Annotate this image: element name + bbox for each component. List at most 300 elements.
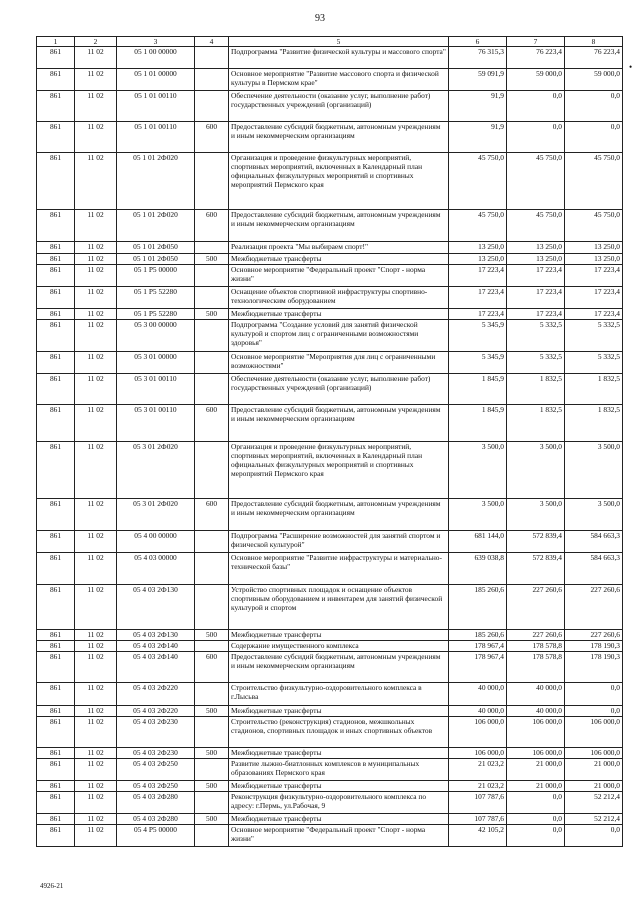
- amount-year2-cell: 178 578,8: [507, 652, 565, 683]
- section-code-cell: 11 02: [75, 585, 117, 630]
- section-code-cell: 11 02: [75, 706, 117, 717]
- amount-year2-cell: 59 000,0: [507, 69, 565, 91]
- section-code-cell: 11 02: [75, 47, 117, 69]
- amount-year1-cell: 40 000,0: [449, 683, 507, 706]
- expense-type-cell: 600: [195, 210, 229, 242]
- table-row: [37, 153, 623, 210]
- table-row: [37, 706, 623, 717]
- target-article-cell: 05 1 00 00000: [117, 47, 195, 69]
- ministry-code-cell: 861: [37, 717, 75, 748]
- amount-year3-cell: 21 000,0: [565, 759, 623, 781]
- amount-year1-cell: 17 223,4: [449, 287, 507, 309]
- amount-year1-cell: 21 023,2: [449, 759, 507, 781]
- amount-year2-cell: 0,0: [507, 91, 565, 122]
- ministry-code-cell: 861: [37, 683, 75, 706]
- table-row: [37, 287, 623, 309]
- target-article-cell: 05 3 00 00000: [117, 320, 195, 352]
- amount-year3-cell: 0,0: [565, 91, 623, 122]
- table-row: [37, 320, 623, 352]
- expense-type-cell: [195, 153, 229, 210]
- column-header-4: 4: [195, 37, 229, 47]
- table-row: [37, 683, 623, 706]
- amount-year1-cell: 681 144,0: [449, 531, 507, 553]
- target-article-cell: 05 1 01 00110: [117, 91, 195, 122]
- ministry-code-cell: 861: [37, 265, 75, 287]
- target-article-cell: 05 1 P5 52280: [117, 309, 195, 320]
- amount-year3-cell: 3 500,0: [565, 499, 623, 531]
- ministry-code-cell: 861: [37, 814, 75, 825]
- description-cell: Основное мероприятие "Развитие инфраструктуры и материально-технической базы": [229, 553, 449, 585]
- amount-year3-cell: 106 000,0: [565, 717, 623, 748]
- amount-year3-cell: 0,0: [565, 706, 623, 717]
- target-article-cell: 05 4 03 2Ф130: [117, 630, 195, 641]
- description-cell: Предоставление субсидий бюджетным, автономным учреждениям и иным некоммерческим организациям: [229, 652, 449, 683]
- amount-year2-cell: 5 332,5: [507, 352, 565, 374]
- ministry-code-cell: 861: [37, 91, 75, 122]
- amount-year2-cell: 13 250,0: [507, 254, 565, 265]
- amount-year3-cell: 13 250,0: [565, 254, 623, 265]
- expense-type-cell: 600: [195, 499, 229, 531]
- target-article-cell: 05 3 01 00110: [117, 374, 195, 405]
- amount-year2-cell: 17 223,4: [507, 309, 565, 320]
- expense-type-cell: [195, 792, 229, 814]
- amount-year1-cell: 107 787,6: [449, 792, 507, 814]
- ministry-code-cell: 861: [37, 748, 75, 759]
- table-row: [37, 825, 623, 847]
- expense-type-cell: [195, 352, 229, 374]
- amount-year1-cell: 1 845,9: [449, 374, 507, 405]
- amount-year2-cell: 45 750,0: [507, 153, 565, 210]
- section-code-cell: 11 02: [75, 652, 117, 683]
- ministry-code-cell: 861: [37, 499, 75, 531]
- section-code-cell: 11 02: [75, 309, 117, 320]
- ministry-code-cell: 861: [37, 320, 75, 352]
- description-cell: Межбюджетные трансферты: [229, 630, 449, 641]
- section-code-cell: 11 02: [75, 748, 117, 759]
- description-cell: Развитие лыжно-биатлонных комплексов в муниципальных образованиях Пермского края: [229, 759, 449, 781]
- amount-year2-cell: 40 000,0: [507, 706, 565, 717]
- section-code-cell: 11 02: [75, 242, 117, 254]
- expense-type-cell: [195, 442, 229, 499]
- section-code-cell: 11 02: [75, 499, 117, 531]
- expense-type-cell: [195, 69, 229, 91]
- ministry-code-cell: 861: [37, 531, 75, 553]
- table-row: [37, 630, 623, 641]
- target-article-cell: 05 4 03 2Ф280: [117, 792, 195, 814]
- amount-year2-cell: 0,0: [507, 825, 565, 847]
- amount-year1-cell: 17 223,4: [449, 309, 507, 320]
- ministry-code-cell: 861: [37, 254, 75, 265]
- target-article-cell: 05 1 01 00110: [117, 122, 195, 153]
- ministry-code-cell: 861: [37, 309, 75, 320]
- expense-type-cell: [195, 242, 229, 254]
- ministry-code-cell: 861: [37, 630, 75, 641]
- table-row: [37, 210, 623, 242]
- table-row: [37, 531, 623, 553]
- ministry-code-cell: 861: [37, 374, 75, 405]
- column-header-5: 5: [229, 37, 449, 47]
- description-cell: Основное мероприятие "Федеральный проект "Спорт - норма жизни": [229, 265, 449, 287]
- amount-year3-cell: 178 190,3: [565, 641, 623, 652]
- table-row: [37, 352, 623, 374]
- section-code-cell: 11 02: [75, 320, 117, 352]
- amount-year2-cell: 178 578,8: [507, 641, 565, 652]
- ministry-code-cell: 861: [37, 553, 75, 585]
- amount-year3-cell: 17 223,4: [565, 265, 623, 287]
- section-code-cell: 11 02: [75, 531, 117, 553]
- section-code-cell: 11 02: [75, 717, 117, 748]
- description-cell: Содержание имущественного комплекса: [229, 641, 449, 652]
- amount-year3-cell: 45 750,0: [565, 210, 623, 242]
- amount-year3-cell: 0,0: [565, 825, 623, 847]
- description-cell: Обеспечение деятельности (оказание услуг, выполнение работ) государственных учреждений (организаций): [229, 91, 449, 122]
- description-cell: Межбюджетные трансферты: [229, 814, 449, 825]
- amount-year3-cell: 59 000,0: [565, 69, 623, 91]
- amount-year2-cell: 106 000,0: [507, 717, 565, 748]
- amount-year3-cell: 21 000,0: [565, 781, 623, 792]
- table-row: [37, 553, 623, 585]
- amount-year1-cell: 185 260,6: [449, 630, 507, 641]
- target-article-cell: 05 4 03 2Ф220: [117, 683, 195, 706]
- ministry-code-cell: 861: [37, 287, 75, 309]
- ministry-code-cell: 861: [37, 759, 75, 781]
- column-header-1: 1: [37, 37, 75, 47]
- target-article-cell: 05 1 P5 52280: [117, 287, 195, 309]
- amount-year1-cell: 107 787,6: [449, 814, 507, 825]
- amount-year2-cell: 0,0: [507, 122, 565, 153]
- amount-year2-cell: 0,0: [507, 814, 565, 825]
- amount-year1-cell: 5 345,9: [449, 320, 507, 352]
- description-cell: Межбюджетные трансферты: [229, 309, 449, 320]
- ministry-code-cell: 861: [37, 781, 75, 792]
- expense-type-cell: 500: [195, 706, 229, 717]
- ministry-code-cell: 861: [37, 47, 75, 69]
- target-article-cell: 05 4 03 2Ф250: [117, 781, 195, 792]
- amount-year1-cell: 13 250,0: [449, 242, 507, 254]
- amount-year1-cell: 185 260,6: [449, 585, 507, 630]
- table-row: [37, 254, 623, 265]
- description-cell: Предоставление субсидий бюджетным, автономным учреждениям и иным некоммерческим организациям: [229, 210, 449, 242]
- table-row: [37, 814, 623, 825]
- expense-type-cell: 600: [195, 652, 229, 683]
- budget-table: [36, 36, 623, 847]
- document-code: 4926-21: [40, 882, 64, 890]
- target-article-cell: 05 3 01 2Ф020: [117, 442, 195, 499]
- target-article-cell: 05 4 P5 00000: [117, 825, 195, 847]
- expense-type-cell: 500: [195, 630, 229, 641]
- expense-type-cell: [195, 531, 229, 553]
- description-cell: Предоставление субсидий бюджетным, автономным учреждениям и иным некоммерческим организациям: [229, 499, 449, 531]
- table-body: [37, 47, 623, 847]
- expense-type-cell: [195, 641, 229, 652]
- section-code-cell: 11 02: [75, 153, 117, 210]
- target-article-cell: 05 1 01 2Ф020: [117, 210, 195, 242]
- target-article-cell: 05 1 01 00000: [117, 69, 195, 91]
- ministry-code-cell: 861: [37, 405, 75, 442]
- amount-year1-cell: 13 250,0: [449, 254, 507, 265]
- expense-type-cell: [195, 374, 229, 405]
- description-cell: Межбюджетные трансферты: [229, 254, 449, 265]
- amount-year1-cell: 45 750,0: [449, 153, 507, 210]
- table-row: [37, 748, 623, 759]
- table-row: [37, 499, 623, 531]
- amount-year2-cell: 13 250,0: [507, 242, 565, 254]
- amount-year3-cell: 1 832,5: [565, 374, 623, 405]
- amount-year2-cell: 227 260,6: [507, 585, 565, 630]
- amount-year1-cell: 21 023,2: [449, 781, 507, 792]
- target-article-cell: 05 3 01 00110: [117, 405, 195, 442]
- section-code-cell: 11 02: [75, 442, 117, 499]
- section-code-cell: 11 02: [75, 122, 117, 153]
- description-cell: Оснащение объектов спортивной инфраструктуры спортивно-технологическим оборудованием: [229, 287, 449, 309]
- table-row: [37, 781, 623, 792]
- section-code-cell: 11 02: [75, 91, 117, 122]
- section-code-cell: 11 02: [75, 254, 117, 265]
- amount-year1-cell: 40 000,0: [449, 706, 507, 717]
- expense-type-cell: [195, 320, 229, 352]
- section-code-cell: 11 02: [75, 759, 117, 781]
- expense-type-cell: 600: [195, 405, 229, 442]
- target-article-cell: 05 1 01 2Ф050: [117, 254, 195, 265]
- amount-year1-cell: 5 345,9: [449, 352, 507, 374]
- section-code-cell: 11 02: [75, 210, 117, 242]
- target-article-cell: 05 4 03 2Ф140: [117, 652, 195, 683]
- amount-year3-cell: 0,0: [565, 122, 623, 153]
- amount-year3-cell: 13 250,0: [565, 242, 623, 254]
- table-row: [37, 122, 623, 153]
- section-code-cell: 11 02: [75, 287, 117, 309]
- table-row: [37, 585, 623, 630]
- column-header-6: 6: [449, 37, 507, 47]
- table-row: [37, 442, 623, 499]
- section-code-cell: 11 02: [75, 641, 117, 652]
- expense-type-cell: 500: [195, 814, 229, 825]
- expense-type-cell: 500: [195, 254, 229, 265]
- page-number: 93: [315, 13, 325, 24]
- amount-year2-cell: 572 839,4: [507, 531, 565, 553]
- table-row: [37, 717, 623, 748]
- expense-type-cell: 600: [195, 122, 229, 153]
- expense-type-cell: [195, 759, 229, 781]
- expense-type-cell: [195, 683, 229, 706]
- ministry-code-cell: 861: [37, 792, 75, 814]
- description-cell: Подпрограмма "Развитие физической культуры и массового спорта": [229, 47, 449, 69]
- amount-year2-cell: 5 332,5: [507, 320, 565, 352]
- amount-year1-cell: 42 105,2: [449, 825, 507, 847]
- ministry-code-cell: 861: [37, 352, 75, 374]
- amount-year3-cell: 5 332,5: [565, 320, 623, 352]
- amount-year1-cell: 178 967,4: [449, 652, 507, 683]
- description-cell: Подпрограмма "Создание условий для занятий физической культурой и спортом лиц с ограниченными возможностями здоровья": [229, 320, 449, 352]
- amount-year1-cell: 639 038,8: [449, 553, 507, 585]
- amount-year2-cell: 1 832,5: [507, 405, 565, 442]
- amount-year2-cell: 3 500,0: [507, 499, 565, 531]
- target-article-cell: 05 3 01 2Ф020: [117, 499, 195, 531]
- ministry-code-cell: 861: [37, 652, 75, 683]
- expense-type-cell: [195, 585, 229, 630]
- section-code-cell: 11 02: [75, 792, 117, 814]
- ministry-code-cell: 861: [37, 442, 75, 499]
- amount-year1-cell: 91,9: [449, 91, 507, 122]
- expense-type-cell: [195, 265, 229, 287]
- amount-year2-cell: 17 223,4: [507, 265, 565, 287]
- description-cell: Обеспечение деятельности (оказание услуг, выполнение работ) государственных учреждений (организаций): [229, 374, 449, 405]
- expense-type-cell: [195, 287, 229, 309]
- expense-type-cell: [195, 47, 229, 69]
- amount-year2-cell: 572 839,4: [507, 553, 565, 585]
- section-code-cell: 11 02: [75, 405, 117, 442]
- table-row: [37, 265, 623, 287]
- description-cell: Организация и проведение физкультурных мероприятий, спортивных мероприятий, включенных в Календарный план официальных физкультурных мероприятий и спортивных мероприятий Пермского края: [229, 442, 449, 499]
- description-cell: Межбюджетные трансферты: [229, 706, 449, 717]
- description-cell: Предоставление субсидий бюджетным, автономным учреждениям и иным некоммерческим организациям: [229, 122, 449, 153]
- amount-year1-cell: 3 500,0: [449, 442, 507, 499]
- table-row: [37, 47, 623, 69]
- table-row: [37, 792, 623, 814]
- amount-year2-cell: 17 223,4: [507, 287, 565, 309]
- table-row: [37, 641, 623, 652]
- target-article-cell: 05 4 00 00000: [117, 531, 195, 553]
- amount-year1-cell: 91,9: [449, 122, 507, 153]
- table-row: [37, 652, 623, 683]
- description-cell: Основное мероприятие "Мероприятия для лиц с ограниченными возможностями": [229, 352, 449, 374]
- amount-year3-cell: 227 260,6: [565, 630, 623, 641]
- amount-year2-cell: 21 000,0: [507, 781, 565, 792]
- target-article-cell: 05 1 P5 00000: [117, 265, 195, 287]
- amount-year3-cell: 584 663,3: [565, 531, 623, 553]
- section-code-cell: 11 02: [75, 69, 117, 91]
- section-code-cell: 11 02: [75, 352, 117, 374]
- amount-year2-cell: 76 223,4: [507, 47, 565, 69]
- amount-year2-cell: 40 000,0: [507, 683, 565, 706]
- table-row: [37, 405, 623, 442]
- section-code-cell: 11 02: [75, 374, 117, 405]
- column-header-8: 8: [565, 37, 623, 47]
- target-article-cell: 05 3 01 00000: [117, 352, 195, 374]
- amount-year3-cell: 17 223,4: [565, 287, 623, 309]
- target-article-cell: 05 4 03 2Ф140: [117, 641, 195, 652]
- ministry-code-cell: 861: [37, 242, 75, 254]
- amount-year3-cell: 0,0: [565, 683, 623, 706]
- column-header-3: 3: [117, 37, 195, 47]
- column-header-7: 7: [507, 37, 565, 47]
- amount-year3-cell: 45 750,0: [565, 153, 623, 210]
- table-row: [37, 242, 623, 254]
- amount-year3-cell: 178 190,3: [565, 652, 623, 683]
- target-article-cell: 05 1 01 2Ф020: [117, 153, 195, 210]
- amount-year3-cell: 17 223,4: [565, 309, 623, 320]
- amount-year3-cell: 5 332,5: [565, 352, 623, 374]
- ministry-code-cell: 861: [37, 825, 75, 847]
- expense-type-cell: [195, 717, 229, 748]
- table-row: [37, 309, 623, 320]
- amount-year1-cell: 106 000,0: [449, 717, 507, 748]
- expense-type-cell: 500: [195, 748, 229, 759]
- amount-year3-cell: 227 260,6: [565, 585, 623, 630]
- description-cell: Межбюджетные трансферты: [229, 781, 449, 792]
- amount-year2-cell: 21 000,0: [507, 759, 565, 781]
- ministry-code-cell: 861: [37, 122, 75, 153]
- column-number-row: [37, 37, 623, 47]
- description-cell: Устройство спортивных площадок и оснащение объектов спортивным оборудованием и инвентарем для занятий физической культурой и спортом: [229, 585, 449, 630]
- description-cell: Организация и проведение физкультурных мероприятий, спортивных мероприятий, включенных в Календарный план официальных физкультурных мероприятий и спортивных мероприятий Пермского края: [229, 153, 449, 210]
- amount-year3-cell: 76 223,4: [565, 47, 623, 69]
- amount-year3-cell: 3 500,0: [565, 442, 623, 499]
- target-article-cell: 05 4 03 2Ф130: [117, 585, 195, 630]
- amount-year3-cell: 106 000,0: [565, 748, 623, 759]
- target-article-cell: 05 4 03 00000: [117, 553, 195, 585]
- amount-year1-cell: 45 750,0: [449, 210, 507, 242]
- section-code-cell: 11 02: [75, 630, 117, 641]
- ministry-code-cell: 861: [37, 69, 75, 91]
- expense-type-cell: 500: [195, 781, 229, 792]
- description-cell: Строительство (реконструкция) стадионов, межшкольных стадионов, спортивных площадок и иных спортивных объектов: [229, 717, 449, 748]
- table-row: [37, 759, 623, 781]
- amount-year1-cell: 178 967,4: [449, 641, 507, 652]
- expense-type-cell: [195, 553, 229, 585]
- amount-year3-cell: 52 212,4: [565, 792, 623, 814]
- target-article-cell: 05 4 03 2Ф230: [117, 717, 195, 748]
- section-code-cell: 11 02: [75, 265, 117, 287]
- table-row: [37, 69, 623, 91]
- description-cell: Предоставление субсидий бюджетным, автономным учреждениям и иным некоммерческим организациям: [229, 405, 449, 442]
- amount-year2-cell: 106 000,0: [507, 748, 565, 759]
- expense-type-cell: [195, 825, 229, 847]
- description-cell: Основное мероприятие "Федеральный проект "Спорт - норма жизни": [229, 825, 449, 847]
- ministry-code-cell: 861: [37, 210, 75, 242]
- description-cell: Подпрограмма "Расширение возможностей для занятий спортом и физической культурой": [229, 531, 449, 553]
- amount-year3-cell: 1 832,5: [565, 405, 623, 442]
- amount-year1-cell: 1 845,9: [449, 405, 507, 442]
- amount-year2-cell: 0,0: [507, 792, 565, 814]
- ministry-code-cell: 861: [37, 585, 75, 630]
- ministry-code-cell: 861: [37, 641, 75, 652]
- amount-year1-cell: 59 091,9: [449, 69, 507, 91]
- amount-year2-cell: 45 750,0: [507, 210, 565, 242]
- amount-year1-cell: 17 223,4: [449, 265, 507, 287]
- description-cell: Реализация проекта "Мы выбираем спорт!": [229, 242, 449, 254]
- description-cell: Строительство физкультурно-оздоровительного комплекса в г.Лысьва: [229, 683, 449, 706]
- section-code-cell: 11 02: [75, 553, 117, 585]
- ministry-code-cell: 861: [37, 153, 75, 210]
- target-article-cell: 05 1 01 2Ф050: [117, 242, 195, 254]
- section-code-cell: 11 02: [75, 814, 117, 825]
- target-article-cell: 05 4 03 2Ф220: [117, 706, 195, 717]
- amount-year2-cell: 1 832,5: [507, 374, 565, 405]
- column-header-2: 2: [75, 37, 117, 47]
- target-article-cell: 05 4 03 2Ф230: [117, 748, 195, 759]
- amount-year1-cell: 3 500,0: [449, 499, 507, 531]
- amount-year2-cell: 227 260,6: [507, 630, 565, 641]
- target-article-cell: 05 4 03 2Ф250: [117, 759, 195, 781]
- description-cell: Межбюджетные трансферты: [229, 748, 449, 759]
- amount-year2-cell: 3 500,0: [507, 442, 565, 499]
- amount-year3-cell: 584 663,3: [565, 553, 623, 585]
- amount-year1-cell: 76 315,3: [449, 47, 507, 69]
- section-code-cell: 11 02: [75, 781, 117, 792]
- section-code-cell: 11 02: [75, 825, 117, 847]
- expense-type-cell: [195, 91, 229, 122]
- ministry-code-cell: 861: [37, 706, 75, 717]
- expense-type-cell: 500: [195, 309, 229, 320]
- table-row: [37, 374, 623, 405]
- margin-mark: •: [629, 62, 633, 72]
- target-article-cell: 05 4 03 2Ф280: [117, 814, 195, 825]
- amount-year3-cell: 52 212,4: [565, 814, 623, 825]
- section-code-cell: 11 02: [75, 683, 117, 706]
- table-row: [37, 91, 623, 122]
- description-cell: Основное мероприятие "Развитие массового спорта и физической культуры в Пермском крае": [229, 69, 449, 91]
